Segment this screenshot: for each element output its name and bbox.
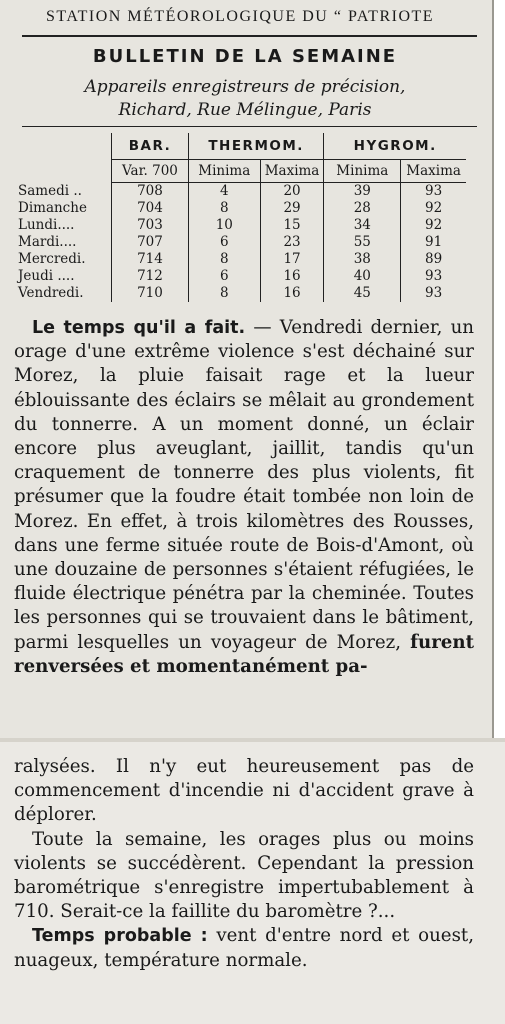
hyg-max-cell: 89 xyxy=(401,251,466,268)
group-header-row xyxy=(16,133,466,160)
bar-cell: 714 xyxy=(112,251,189,268)
hyg-max-cell: 93 xyxy=(401,285,466,302)
hyg-max-cell: 91 xyxy=(401,234,466,251)
forecast-lead: Temps probable : xyxy=(32,926,208,947)
subtitle-line: Richard, Rue Mélingue, Paris xyxy=(118,100,372,120)
bulletin-title: BULLETIN DE LA SEMAINE xyxy=(92,46,398,67)
hyg-min-cell: 34 xyxy=(324,217,401,234)
hyg-min-subheader: Minima xyxy=(324,160,401,183)
table-top-rule xyxy=(22,126,477,127)
therm-min-cell: 4 xyxy=(188,183,260,201)
day-cell: Dimanche xyxy=(18,200,87,216)
day-cell: Jeudi .... xyxy=(18,268,75,284)
therm-max-cell: 29 xyxy=(260,200,324,217)
forecast-paragraph xyxy=(14,924,474,972)
hyg-max-cell: 93 xyxy=(401,268,466,285)
therm-min-cell: 8 xyxy=(188,251,260,268)
table-row xyxy=(16,200,466,217)
day-cell: Vendredi. xyxy=(18,285,84,301)
station-title: STATION MÉTÉOROLOGIQUE DU “ PATRIOTE xyxy=(45,8,435,25)
therm-max-cell: 23 xyxy=(260,234,324,251)
day-cell: Mardi.... xyxy=(18,234,77,250)
hyg-min-cell: 55 xyxy=(324,234,401,251)
forecast-text: vent d'entre nord et ouest, nuageux, température normale. xyxy=(14,925,474,971)
article-lead: Le temps qu'il a fait. xyxy=(32,318,246,338)
therm-min-cell: 6 xyxy=(188,234,260,251)
weather-table xyxy=(16,133,466,302)
hygrom-group-header: HYGROM. xyxy=(324,133,466,160)
table-row xyxy=(16,251,466,268)
table-row xyxy=(16,268,466,285)
therm-min-cell: 8 xyxy=(188,285,260,302)
hyg-min-cell: 39 xyxy=(324,183,401,201)
article-part-1 xyxy=(14,316,474,679)
therm-max-cell: 20 xyxy=(260,183,324,201)
therm-min-cell: 6 xyxy=(188,268,260,285)
bar-cell: 703 xyxy=(112,217,189,234)
hyg-min-cell: 45 xyxy=(324,285,401,302)
therm-min-subheader: Minima xyxy=(188,160,260,183)
day-header-blank xyxy=(16,133,112,160)
therm-max-cell: 17 xyxy=(260,251,324,268)
bar-group-header: BAR. xyxy=(112,133,189,160)
hyg-max-subheader: Maxima xyxy=(401,160,466,183)
therm-max-cell: 15 xyxy=(260,217,324,234)
table-row xyxy=(16,285,466,302)
therm-max-cell: 16 xyxy=(260,268,324,285)
bar-cell: 707 xyxy=(112,234,189,251)
header-rule xyxy=(22,35,477,37)
table-row xyxy=(16,183,466,201)
thermom-group-header: THERMOM. xyxy=(188,133,324,160)
bar-cell: 704 xyxy=(112,200,189,217)
day-cell: Samedi .. xyxy=(18,182,82,199)
instrument-credit xyxy=(0,76,490,122)
article-paragraph: Toute la semaine, les orages plus ou moins violents se succédèrent. Cependant la pression barométrique s'enregistre impertubablement à 710. Serait-ce la faillite du baromètre ?... xyxy=(14,828,474,923)
hyg-min-cell: 28 xyxy=(324,200,401,217)
hyg-max-cell: 92 xyxy=(401,217,466,234)
article-text: — Vendredi dernier, un orage d'une extrême violence s'est déchainé sur Morez, la pluie faisait rage et la lueur éblouissante des éclairs se mêlait au grondement du tonnerre. A un moment donné, un éclair encore plus aveuglant, jaillit, tandis qu'un craquement de tonnerre des plus violents, fit présumer que la foudre était tombée non loin de Morez. En effet, à trois kilomètres des Rousses, dans une ferme située route de Bois-d'Amont, où une douzaine de personnes s'étaient réfugiées, le fluide électrique pénétra par la cheminée. Toutes les personnes qui se trouvaient dans le bâtiment, parmi lesquelles un voyageur de Morez, xyxy=(14,317,474,653)
table-row xyxy=(16,234,466,251)
article-text-bold: furent renversées et momentanément pa- xyxy=(14,631,474,677)
therm-max-cell: 16 xyxy=(260,285,324,302)
sub-header-row xyxy=(16,160,466,183)
hyg-min-cell: 38 xyxy=(324,251,401,268)
weather-table-body xyxy=(16,183,466,303)
therm-max-subheader: Maxima xyxy=(260,160,324,183)
article-paragraph xyxy=(14,316,474,679)
hyg-max-cell: 93 xyxy=(401,183,466,201)
therm-min-cell: 10 xyxy=(188,217,260,234)
article-paragraph: ralysées. Il n'y eut heureusement pas de commencement d'incendie ni d'accident grave à déplorer. xyxy=(14,756,474,826)
hyg-min-cell: 40 xyxy=(324,268,401,285)
article-part-2 xyxy=(14,755,474,973)
bar-cell: 710 xyxy=(112,285,189,302)
therm-min-cell: 8 xyxy=(188,200,260,217)
subtitle-line: Appareils enregistreurs de précision, xyxy=(84,77,406,97)
day-cell: Lundi.... xyxy=(18,217,75,233)
paper-seam xyxy=(0,738,505,742)
bar-cell: 708 xyxy=(112,183,189,201)
bar-subheader: Var. 700 xyxy=(112,160,189,183)
day-subheader-blank xyxy=(16,160,112,183)
bar-cell: 712 xyxy=(112,268,189,285)
hyg-max-cell: 92 xyxy=(401,200,466,217)
day-cell: Mercredi. xyxy=(18,251,86,267)
table-row xyxy=(16,217,466,234)
